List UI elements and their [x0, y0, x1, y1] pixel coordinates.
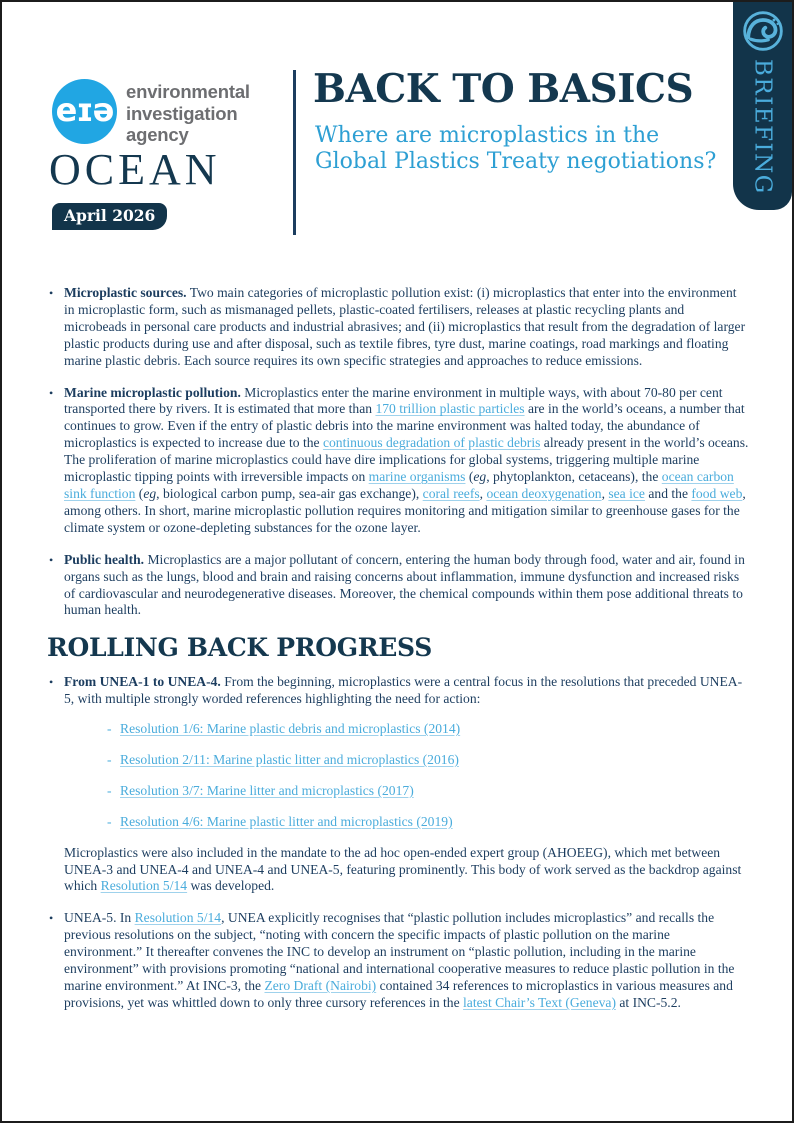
- text-run: , biological carbon pump, sea-air gas exchange),: [156, 485, 423, 501]
- resolution-link-list: [107, 721, 750, 831]
- text-run: eg: [473, 469, 487, 485]
- text-run: (: [135, 485, 144, 501]
- text-run: Two main categories of microplastic pollution exist: (i) microplastics that enter into the environment in microplastic form, such as mismanaged pellets, plastic-coated fertilisers, releases at plastic recycling plants and microbeads in personal care products and industrial abrasives; and (ii) microplastics that result from the degradation of larger plastic products during use and after disposal, such as textile fibres, tyre dust, marine coatings, road markings and floating marine plastic debris. Each source requires its own specific strategies and approaches to reduce emissions.: [64, 285, 746, 368]
- text-run: eg: [143, 485, 157, 501]
- ocean-wordmark: OCEAN: [49, 145, 221, 194]
- briefing-ribbon: [733, 2, 792, 210]
- text-run: Microplastics enter the marine environment in multiple ways, with about 70-80 per cent transported there by rivers. It is estimated that more than: [64, 384, 723, 417]
- inline-link[interactable]: marine organisms: [368, 469, 466, 485]
- agency-name-line: environmental: [126, 81, 250, 102]
- text-run: and the: [644, 485, 692, 501]
- inline-link[interactable]: 170 trillion plastic particles: [375, 401, 525, 417]
- agency-name-line: agency: [126, 124, 189, 145]
- rolling-back-bullet-list: [47, 674, 750, 1012]
- resolution-link-item: [107, 721, 750, 738]
- resolution-link[interactable]: Resolution 1/6: Marine plastic debris and microplastics (2014): [120, 721, 461, 737]
- bold-lead-text: Microplastic sources.: [64, 285, 187, 300]
- resolution-link[interactable]: Resolution 2/11: Marine plastic litter and microplastics (2016): [120, 751, 459, 767]
- text-run: ,: [479, 485, 487, 501]
- bullet-microplastic-sources: [47, 285, 750, 370]
- inline-link[interactable]: food web: [691, 485, 743, 501]
- inline-link[interactable]: continuous degradation of plastic debris: [322, 435, 541, 451]
- inline-link[interactable]: coral reefs: [422, 485, 480, 501]
- page-subtitle-line: Where are microplastics in the: [315, 123, 660, 148]
- inline-link[interactable]: Resolution 5/14: [134, 910, 222, 926]
- intro-bullet-list: [47, 285, 750, 619]
- inline-link[interactable]: Resolution 5/14: [100, 878, 188, 894]
- text-run: contained 34 references to microplastics in various measures and provisions, yet was whittled down to only three cursory references in the: [64, 978, 733, 1010]
- agency-name: [126, 81, 250, 146]
- eia-logo: [52, 79, 117, 144]
- resolution-link[interactable]: Resolution 3/7: Marine litter and microplastics (2017): [120, 782, 414, 798]
- bold-lead-text: Marine microplastic pollution.: [64, 384, 241, 400]
- bold-lead-text: Public health.: [64, 551, 145, 567]
- text-run: (: [465, 469, 474, 485]
- bullet-marine-microplastic-pollution: [47, 385, 750, 537]
- resolution-link-item: [107, 752, 750, 769]
- text-run: UNEA-5. In: [64, 910, 135, 926]
- bullet-unea1-to-unea4-text: [64, 674, 742, 706]
- text-run: , UNEA explicitly recognises that “plastic pollution includes microplastics” and recalls the previous resolutions on the subject, “noting with concern the specific impacts of plastic pollution on the marine environment.” It thereafter convenes the INC to develop an instrument on “plastic pollution, including in the marine environment” with provisions promoting “national and international cooperative measures to reduce plastic pollution in the marine environment.” At INC-3, the: [64, 910, 735, 993]
- text-run: was developed.: [187, 878, 275, 894]
- resolution-link-item: [107, 814, 750, 831]
- bullet-unea1-to-unea4: [47, 674, 750, 895]
- bullet-public-health: [47, 552, 750, 620]
- date-badge: April 2026: [52, 203, 167, 230]
- text-run: Microplastics were also included in the mandate to the ad hoc open-ended expert group (AHOEEG), which met between UNEA-3 and UNEA-4 and UNEA-4 and UNEA-5, featuring prominently. This body of work served as the backdrop against which: [64, 844, 742, 894]
- page-subtitle: [315, 123, 716, 175]
- section-heading: ROLLING BACK PROGRESS: [47, 633, 432, 663]
- text-run: are in the world’s oceans, a number that continues to grow. Even if the entry of plastic debris into the marine environment was halted today, the abundance of microplastics is expected to increase due to the: [64, 401, 745, 451]
- text-run: at INC-5.2.: [615, 994, 681, 1010]
- ahoeeg-paragraph: [64, 845, 750, 896]
- text-run: Microplastics are a major pollutant of concern, entering the human body through food, water and air, found in organs such as the lungs, blood and brain and raising concerns about inflammation, immune dysfunction and increased risks of cardiovascular and neurodegenerative diseases. Moreover, the chemical compounds within them pose additional threats to human health.: [64, 551, 745, 618]
- resolution-link[interactable]: Resolution 4/6: Marine plastic litter and microplastics (2019): [120, 813, 453, 829]
- ribbon-label: BRIEFING: [749, 59, 776, 195]
- inline-link[interactable]: sea ice: [608, 485, 645, 501]
- header-divider: [293, 70, 296, 235]
- inline-link[interactable]: latest Chair’s Text (Geneva): [463, 994, 616, 1010]
- text-run: From the beginning, microplastics were a central focus in the resolutions that preceded UNEA-5, with multiple strongly worded references highlighting the need for action:: [64, 674, 743, 707]
- resolution-link-item: [107, 783, 750, 800]
- page-title: BACK TO BASICS: [313, 66, 694, 112]
- inline-link[interactable]: ocean deoxygenation: [486, 485, 602, 501]
- text-run: already present in the world’s oceans. The proliferation of marine microplastics could have dire implications for global systems, triggering multiple marine microplastic tipping points with irreversible impacts on: [64, 435, 749, 485]
- bold-lead-text: From UNEA-1 to UNEA-4.: [64, 674, 221, 690]
- text-run: , phytoplankton, cetaceans), the: [486, 469, 662, 485]
- inline-link[interactable]: ocean carbon sink function: [64, 469, 734, 501]
- inline-link[interactable]: Zero Draft (Nairobi): [264, 978, 377, 993]
- text-run: , among others. In short, marine microplastic pollution requires monitoring and mitigation similar to greenhouse gases for the climate system or ozone-depleting substances for the ozone layer.: [64, 485, 746, 535]
- ocean-wave-icon: [742, 10, 784, 52]
- briefing-body: [47, 285, 750, 1027]
- agency-name-line: investigation: [126, 102, 238, 124]
- bullet-unea5: [47, 910, 750, 1011]
- text-run: ,: [601, 485, 609, 501]
- page-subtitle-line: Global Plastics Treaty negotiations?: [315, 149, 717, 174]
- eia-monogram: eɪə: [55, 91, 114, 129]
